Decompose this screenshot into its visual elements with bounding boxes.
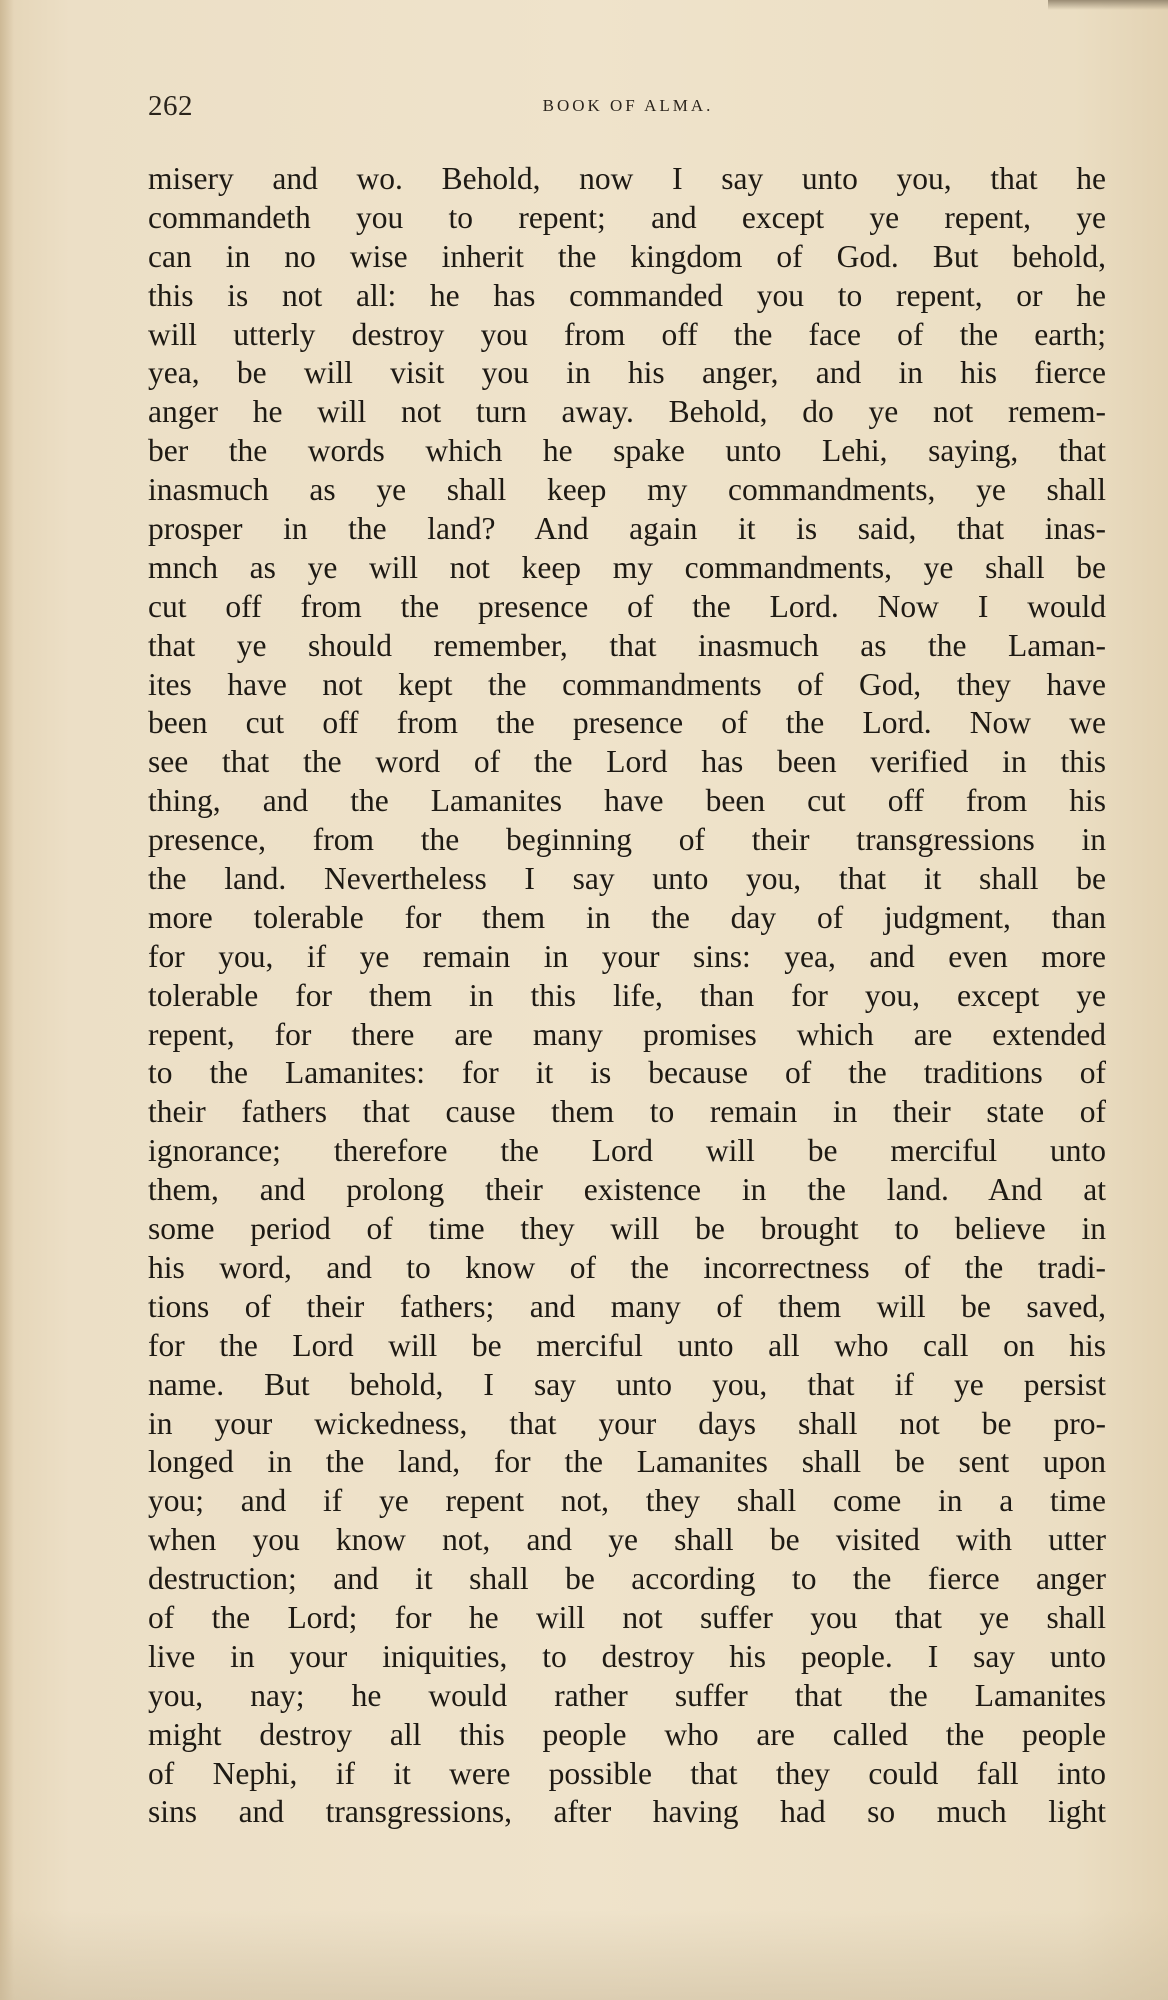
text-line: will utterly destroy you from off the face of the earth; [148,316,1106,352]
text-line: name. But behold, I say unto you, that if ye persist [148,1366,1106,1402]
text-line: anger he will not turn away. Behold, do ye not remem- [148,394,1106,430]
text-line: can in no wise inherit the kingdom of God. But behold, [148,238,1106,274]
page-bottom-shade [0,1910,1168,2000]
text-line: in your wickedness, that your days shall not be pro- [148,1405,1106,1441]
body-text [148,160,1106,1832]
text-line: been cut off from the presence of the Lord. Now we [148,705,1106,741]
text-line: thing, and the Lamanites have been cut off from his [148,783,1106,819]
text-line: commandeth you to repent; and except ye repent, ye [148,199,1106,235]
text-line: tions of their fathers; and many of them will be saved, [148,1288,1106,1324]
text-line: mnch as ye will not keep my commandments, ye shall be [148,549,1106,585]
text-line: might destroy all this people who are called the people [148,1716,1106,1752]
text-line: sins and transgressions, after having had so much light [148,1794,1106,1830]
page-number: 262 [148,90,193,122]
text-line: misery and wo. Behold, now I say unto you, that he [148,161,1106,196]
text-line: of the Lord; for he will not suffer you that ye shall [148,1599,1106,1635]
text-line: cut off from the presence of the Lord. Now I would [148,588,1106,624]
text-line: some period of time they will be brought to believe in [148,1211,1106,1247]
text-line: their fathers that cause them to remain in their state of [148,1094,1106,1130]
text-line: live in your iniquities, to destroy his people. I say unto [148,1638,1106,1674]
text-line: you, nay; he would rather suffer that the Lamanites [148,1677,1106,1713]
text-line: destruction; and it shall be according to the fierce anger [148,1561,1106,1597]
text-line: more tolerable for them in the day of judgment, than [148,899,1106,935]
text-line: ignorance; therefore the Lord will be merciful unto [148,1133,1106,1169]
text-line: ber the words which he spake unto Lehi, saying, that [148,433,1106,469]
text-line: repent, for there are many promises which are extended [148,1016,1106,1052]
text-line: for you, if ye remain in your sins: yea, and even more [148,938,1106,974]
text-line: tolerable for them in this life, than for you, except ye [148,977,1106,1013]
text-line: this is not all: he has commanded you to repent, or he [148,277,1106,313]
text-line: to the Lamanites: for it is because of the traditions of [148,1055,1106,1091]
running-title: BOOK OF ALMA. [542,96,714,115]
text-line: presence, from the beginning of their transgressions in [148,822,1106,858]
text-line: his word, and to know of the incorrectness of the tradi- [148,1249,1106,1285]
page-top-edge [1048,0,1168,10]
text-line: the land. Nevertheless I say unto you, that it shall be [148,861,1106,897]
text-line: you; and if ye repent not, they shall come in a time [148,1483,1106,1519]
text-line: longed in the land, for the Lamanites shall be sent upon [148,1444,1106,1480]
text-line: yea, be will visit you in his anger, and in his fierce [148,355,1106,391]
text-line: inasmuch as ye shall keep my commandments, ye shall [148,472,1106,508]
text-line: them, and prolong their existence in the land. And at [148,1172,1106,1208]
text-line: for the Lord will be merciful unto all who call on his [148,1327,1106,1363]
running-head [148,90,1108,130]
text-line: that ye should remember, that inasmuch as the Laman- [148,627,1106,663]
text-line: see that the word of the Lord has been verified in this [148,744,1106,780]
text-line: prosper in the land? And again it is said, that inas- [148,511,1106,547]
text-line: when you know not, and ye shall be visited with utter [148,1522,1106,1558]
page-gutter-shadow [0,0,14,2000]
text-line: of Nephi, if it were possible that they could fall into [148,1755,1106,1791]
text-line: ites have not kept the commandments of God, they have [148,666,1106,702]
